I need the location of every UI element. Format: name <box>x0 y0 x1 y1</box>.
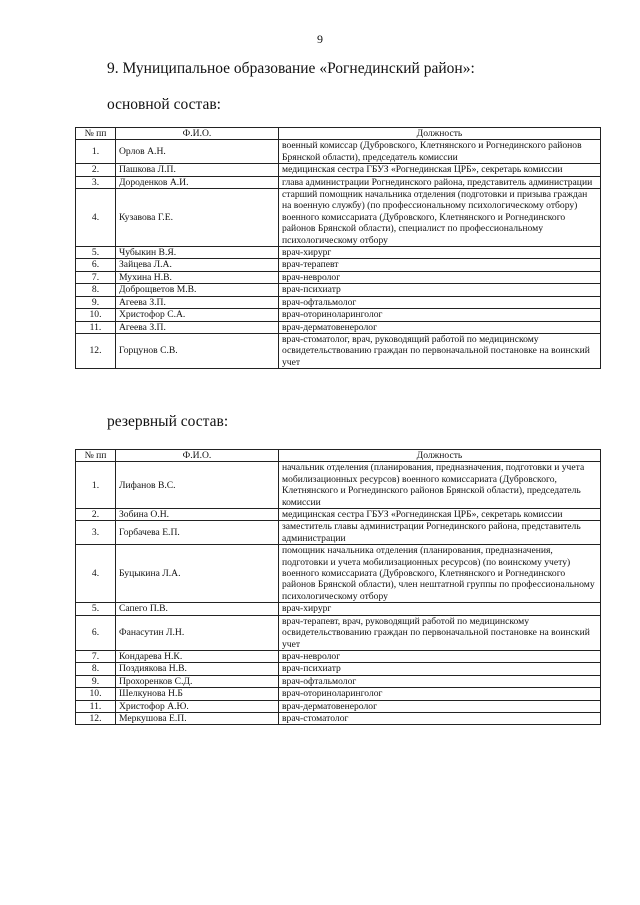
member-name: Мухина Н.В. <box>116 271 279 283</box>
table-row <box>76 271 601 283</box>
table-row <box>76 663 601 675</box>
member-name: Фанасутин Л.Н. <box>116 615 279 650</box>
member-name: Поздиякова Н.В. <box>116 663 279 675</box>
member-position: врач-офтальмолог <box>279 675 601 687</box>
row-number: 7. <box>76 650 116 662</box>
member-position: заместитель главы администрации Рогнединского района, представитель администрации <box>279 521 601 545</box>
header-number: № пп <box>76 450 116 462</box>
member-name: Доброщветов М.В. <box>116 284 279 296</box>
member-name: Христофор А.Ю. <box>116 700 279 712</box>
page-number: 9 <box>317 32 323 46</box>
row-number: 1. <box>76 140 116 164</box>
row-number: 7. <box>76 271 116 283</box>
table-row <box>76 259 601 271</box>
table-row <box>76 247 601 259</box>
member-position: глава администрации Рогнединского района, представитель администрации <box>279 176 601 188</box>
member-position: врач-стоматолог, врач, руководящий работой по медицинскому освидетельствованию граждан по первоначальной постановке на воинский учет <box>279 333 601 368</box>
member-name: Буцыкина Л.А. <box>116 545 279 603</box>
member-position: врач-психиатр <box>279 663 601 675</box>
row-number: 8. <box>76 284 116 296</box>
table-row <box>76 321 601 333</box>
table-row <box>76 545 601 603</box>
member-position: помощник начальника отделения (планирования, предназначения, подготовки и учета мобилизационных ресурсов) (по воинскому учету) военного комиссариата (Дубровского, Клетнянского и Рогнединского районов Брянской области), член нештатной группы по профессиональному психологическому отбору <box>279 545 601 603</box>
member-position: врач-оториноларинголог <box>279 688 601 700</box>
member-name: Шелкунова Н.Б <box>116 688 279 700</box>
section-title: 9. Муниципальное образование «Рогнединский район»: <box>107 60 475 77</box>
member-position: врач-офтальмолог <box>279 296 601 308</box>
reserve-composition-label: резервный состав: <box>107 413 229 430</box>
member-name: Прохоренков С.Д. <box>116 675 279 687</box>
member-position: врач-терапевт <box>279 259 601 271</box>
row-number: 2. <box>76 509 116 521</box>
table-row <box>76 521 601 545</box>
table-row <box>76 176 601 188</box>
member-name: Агеева З.П. <box>116 296 279 308</box>
table-row <box>76 462 601 509</box>
row-number: 1. <box>76 462 116 509</box>
member-name: Пашкова Л.П. <box>116 164 279 176</box>
row-number: 9. <box>76 296 116 308</box>
row-number: 2. <box>76 164 116 176</box>
member-position: медицинская сестра ГБУЗ «Рогнединская ЦРБ», секретарь комиссии <box>279 509 601 521</box>
member-position: военный комиссар (Дубровского, Клетнянского и Рогнединского районов Брянской области), председатель комиссии <box>279 140 601 164</box>
member-position: врач-дерматовенеролог <box>279 321 601 333</box>
member-name: Зобина О.Н. <box>116 509 279 521</box>
main-composition-label: основной состав: <box>107 96 221 113</box>
row-number: 11. <box>76 700 116 712</box>
header-number: № пп <box>76 128 116 140</box>
member-position: врач-психиатр <box>279 284 601 296</box>
table-row <box>76 675 601 687</box>
member-name: Лифанов В.С. <box>116 462 279 509</box>
member-position: врач-дерматовенеролог <box>279 700 601 712</box>
main-composition-table <box>75 127 601 369</box>
row-number: 3. <box>76 176 116 188</box>
row-number: 6. <box>76 615 116 650</box>
member-name: Зайцева Л.А. <box>116 259 279 271</box>
table-row <box>76 164 601 176</box>
table-header-row <box>76 128 601 140</box>
member-name: Христофор С.А. <box>116 309 279 321</box>
header-name: Ф.И.О. <box>116 128 279 140</box>
member-position: врач-хирург <box>279 247 601 259</box>
member-position: врач-хирург <box>279 603 601 615</box>
member-name: Чубыкин В.Я. <box>116 247 279 259</box>
table-row <box>76 615 601 650</box>
member-name: Кузавова Г.Е. <box>116 189 279 247</box>
table-row <box>76 712 601 724</box>
member-name: Агеева З.П. <box>116 321 279 333</box>
row-number: 3. <box>76 521 116 545</box>
table-row <box>76 509 601 521</box>
header-position: Должность <box>279 450 601 462</box>
row-number: 8. <box>76 663 116 675</box>
member-position: врач-терапевт, врач, руководящий работой по медицинскому освидетельствованию граждан по первоначальной постановке на воинский учет <box>279 615 601 650</box>
row-number: 5. <box>76 603 116 615</box>
table-row <box>76 284 601 296</box>
member-position: начальник отделения (планирования, предназначения, подготовки и учета мобилизационных ресурсов) военного комиссариата (Дубровского, Клетнянского и Рогнединского районов Брянской области), председатель комиссии <box>279 462 601 509</box>
member-position: медицинская сестра ГБУЗ «Рогнединская ЦРБ», секретарь комиссии <box>279 164 601 176</box>
table-row <box>76 688 601 700</box>
member-name: Сапего П.В. <box>116 603 279 615</box>
row-number: 4. <box>76 189 116 247</box>
table-row <box>76 603 601 615</box>
table-row <box>76 296 601 308</box>
header-name: Ф.И.О. <box>116 450 279 462</box>
table-row <box>76 700 601 712</box>
member-name: Меркушова Е.П. <box>116 712 279 724</box>
row-number: 12. <box>76 333 116 368</box>
row-number: 12. <box>76 712 116 724</box>
member-position: старший помощник начальника отделения (подготовки и призыва граждан на военную службу) (по профессиональному психологическому отбору) военного комиссариата (Дубровского, Клетнянского и Рогнединского районов Брянской области), специалист по профессиональному психологическому отбору <box>279 189 601 247</box>
member-name: Кондарева Н.К. <box>116 650 279 662</box>
row-number: 5. <box>76 247 116 259</box>
member-position: врач-стоматолог <box>279 712 601 724</box>
member-position: врач-невролог <box>279 271 601 283</box>
row-number: 10. <box>76 309 116 321</box>
reserve-composition-table <box>75 449 601 725</box>
row-number: 10. <box>76 688 116 700</box>
row-number: 9. <box>76 675 116 687</box>
row-number: 11. <box>76 321 116 333</box>
member-name: Горцунов С.В. <box>116 333 279 368</box>
member-position: врач-оториноларинголог <box>279 309 601 321</box>
table-row <box>76 140 601 164</box>
table-row <box>76 650 601 662</box>
member-name: Орлов А.Н. <box>116 140 279 164</box>
header-position: Должность <box>279 128 601 140</box>
row-number: 6. <box>76 259 116 271</box>
member-position: врач-невролог <box>279 650 601 662</box>
table-header-row <box>76 450 601 462</box>
table-row <box>76 189 601 247</box>
member-name: Горбачева Е.П. <box>116 521 279 545</box>
table-row <box>76 309 601 321</box>
member-name: Дороденков А.И. <box>116 176 279 188</box>
table-row <box>76 333 601 368</box>
row-number: 4. <box>76 545 116 603</box>
